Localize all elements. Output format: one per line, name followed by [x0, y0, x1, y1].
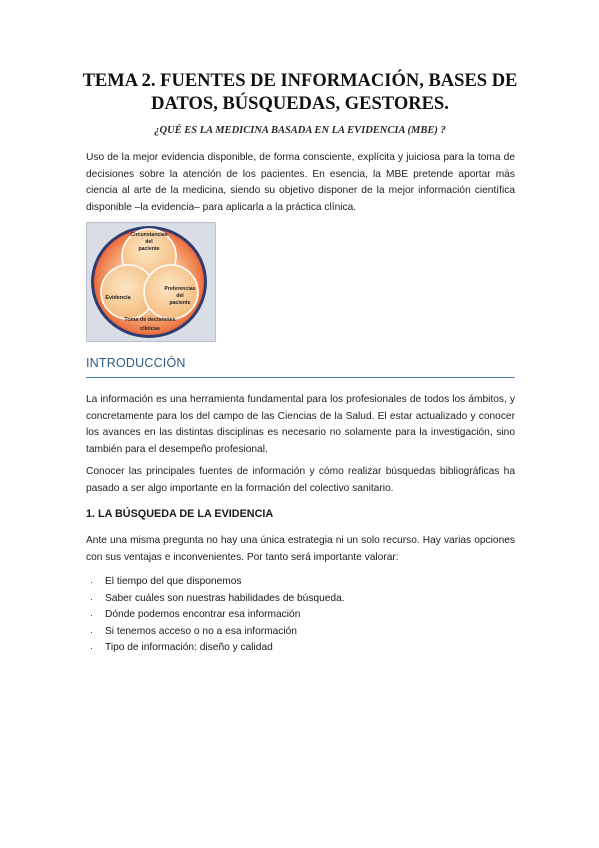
- list-item-text: Tipo de información: diseño y calidad: [105, 642, 273, 653]
- list-item-text: Si tenemos acceso o no a esa información: [105, 625, 297, 637]
- considerations-list: [86, 574, 515, 657]
- list-item-text: Saber cuáles son nuestras habilidades de búsqueda.: [105, 592, 345, 604]
- introduccion-paragraph-1: La información es una herramienta fundamental para los profesionales de todos los ámbitos, y concretamente para los del campo de las Ciencias de la Salud. El estar actualizado y conocer los avances en las distintas disciplinas es necesario no solamente para la investigación, sino también para el desempeño profesional.: [86, 394, 515, 455]
- mbe-venn-diagram: [86, 222, 216, 342]
- circumstances-label-1: Circunstancias: [130, 232, 168, 238]
- decisions-label-2: clínicas: [140, 326, 160, 332]
- bullet-icon: ·: [90, 577, 93, 587]
- evidence-label: Evidencia: [105, 295, 131, 301]
- preferences-label-3: paciente: [169, 300, 191, 306]
- title-line-2: DATOS, BÚSQUEDAS, GESTORES.: [151, 94, 449, 114]
- list-item-text: El tiempo del que disponemos: [105, 576, 242, 587]
- list-item-text: Dónde podemos encontrar esa información: [105, 609, 301, 620]
- decisions-label-1: Toma de decisiones: [124, 317, 176, 323]
- bullet-icon: ·: [90, 593, 93, 604]
- preferences-label-1: Preferencias: [164, 286, 196, 292]
- section-heading-introduccion: INTRODUCCIÓN: [86, 356, 186, 370]
- section-divider: [86, 377, 515, 378]
- bullet-icon: ·: [90, 610, 93, 620]
- subheading-busqueda-evidencia: 1. LA BÚSQUEDA DE LA EVIDENCIA: [86, 508, 274, 520]
- mbe-definition-paragraph: Uso de la mejor evidencia disponible, de forma consciente, explícita y juiciosa para la toma de decisiones sobre la atención de los pacientes. En esencia, la MBE pretende aportar más ciencia al arte de la medicina, siendo su objetivo disponer de la mejor información científica disponible –la evidencia– para aplicarla a la práctica clínica.: [86, 152, 515, 213]
- document-title: [60, 70, 540, 116]
- circumstances-label-3: paciente: [138, 246, 160, 252]
- title-line-1: TEMA 2. FUENTES DE INFORMACIÓN, BASES DE: [82, 71, 518, 91]
- list-item: [86, 591, 515, 608]
- list-item: [86, 607, 515, 624]
- preferences-label-2: del: [176, 293, 184, 299]
- circumstances-label-2: del: [145, 239, 153, 245]
- busqueda-paragraph: Ante una misma pregunta no hay una única estrategia ni un solo recurso. Hay varias opciones con sus ventajas e inconvenientes. Por tanto será importante valorar:: [86, 535, 515, 563]
- preferences-circle: [144, 265, 198, 319]
- bullet-icon: ·: [90, 643, 93, 653]
- mbe-question-subtitle: ¿QUÉ ES LA MEDICINA BASADA EN LA EVIDENCIA (MBE) ?: [154, 125, 446, 136]
- list-item: [86, 624, 515, 641]
- list-item: [86, 574, 515, 591]
- bullet-icon: ·: [90, 626, 93, 637]
- introduccion-paragraph-2: Conocer las principales fuentes de información y cómo realizar búsquedas bibliográficas ha pasado a ser algo importante en la formación del colectivo sanitario.: [86, 466, 515, 494]
- list-item: [86, 640, 515, 657]
